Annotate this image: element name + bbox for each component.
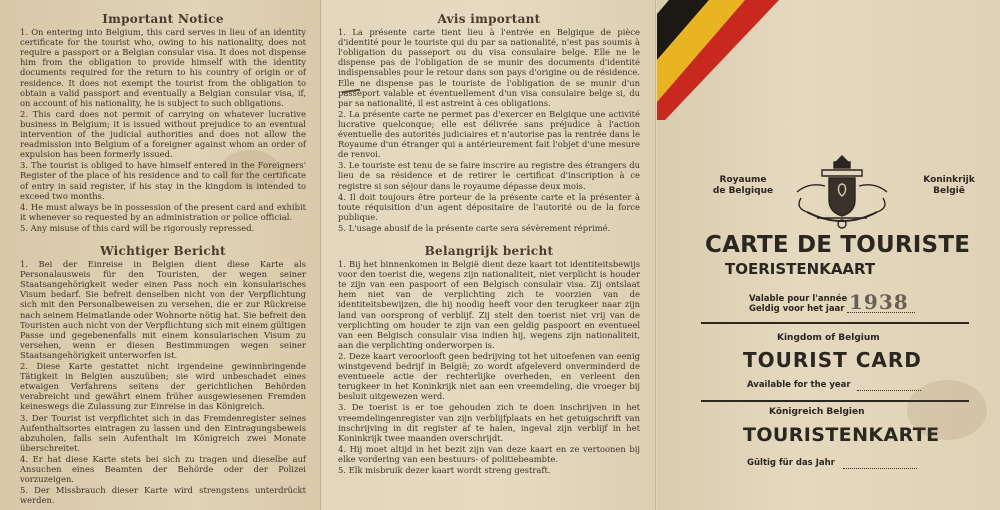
notice-fr (338, 14, 640, 234)
notice-nl (338, 246, 640, 476)
title-carte-de-touriste: CARTE DE TOURISTE (705, 232, 971, 258)
cover-panel (657, 0, 1000, 510)
notice-de (20, 246, 306, 506)
panel-fr-nl (322, 0, 657, 510)
valid-year-label-nl: Geldig voor het jaar (749, 304, 845, 314)
notice-de-para-2: 2. Diese Karte gestattet nicht irgendeine gewinnbringende Tätigkeit in Belgien auszuüben; sie wird unbeschadet eines etwaigen Verfahrens seitens der gerichtlichen Behörden verabreicht und gewährt einem früher ausgewiesenen Fremden keineswegs die Zulassung zur Einreise in das Königreich. (20, 361, 306, 412)
notice-fr-para-3: 3. Le touriste est tenu de se faire inscrire au registre des étrangers du lieu de sa résidence et de retirer le certificat d'inscription à ce registre si son séjour dans le royaume dépasse deux mois. (338, 160, 640, 191)
notice-nl-heading: Belangrijk bericht (424, 244, 554, 258)
notice-fr-para-1: 1. La présente carte tient lieu à l'entrée en Belgique de pièce d'identité pour le touriste qui du par sa nationalité, n'est pas soumis à l'obligation du passeport ou du visa consulaire belge. Elle ne le dispense pas de l'obligation de se munir des documents d'identité indispensables pour le retour dans son pays d'origine ou de résidence. Elle ne dispense pas le touriste de l'obligation de se munir d'un passeport valable et éventuellement d'un visa consulaire belge si, du par sa nationalité, il est astreint à ces obligations. (338, 27, 640, 108)
available-year-label-en: Available for the year (747, 380, 851, 390)
flag-ribbon-icon (657, 0, 787, 120)
royaume-line-1: Royaume (719, 175, 767, 185)
available-dotted-line (857, 390, 921, 391)
notice-de-para-3: 3. Der Tourist ist verpflichtet sich in das Fremdenregister seines Aufenthaltsortes eintragen zu lassen und den Eintragungsbeweis abzuholen, falls sein Aufenthalt im Königreich zwei Monate überschreitet. (20, 412, 306, 453)
notice-fr-para-4: 4. Il doit toujours être porteur de la présente carte et la présenter à toute réquisition d'un agent dépositaire de l'autorité ou de la force publique. (338, 191, 640, 222)
notice-en-para-1: 1. On entering into Belgium, this card serves in lieu of an identity certificate for the tourist who, owing to his nationality, does not require a passport or a Belgian consular visa. It does not dispense him from the obligation to provide himself with the identity documents required for the return to his country of origin or of residence. It does not exempt the tourist from the obligation to obtain a valid passport and eventually a Belgian consular visa, if, on account of his nationality, he is subject to such obligations. (20, 27, 306, 108)
notice-fr-para-2: 2. La présente carte ne permet pas d'exercer en Belgique une activité lucrative quelconque; elle est délivrée sans préjudice à l'action éventuelle des autorités judiciaires et n'autorise pas la rentrée dans le Royaume d'un étranger qui a antérieurement fait l'objet d'une mesure de renvoi. (338, 108, 640, 160)
notice-de-para-5: 5. Der Missbrauch dieser Karte wird strengstens unterdrückt werden. (20, 485, 306, 506)
notice-en-para-4: 4. He must always be in possession of the present card and exhibit it whenever so requested by an administration or police official. (20, 201, 306, 222)
konigreich-belgien: Königreich Belgien (769, 407, 865, 417)
notice-en (20, 14, 306, 234)
kingdom-of-belgium: Kingdom of Belgium (777, 333, 880, 343)
notice-en-para-5: 5. Any misuse of this card will be rigorously repressed. (20, 222, 255, 233)
valid-year-label-fr: Valable pour l'année (749, 294, 848, 304)
notice-fr-para-5: 5. L'usage abusif de la présente carte sera sévèrement réprimé. (338, 222, 611, 233)
notice-en-heading: Important Notice (102, 12, 224, 26)
panel-en-de (0, 0, 322, 510)
notice-de-para-4: 4. Er hat diese Karte stets bei sich zu tragen und dieselbe auf Ansuchen eines Beamten der Behörde oder der Polizei vorzuzeigen. (20, 453, 306, 485)
koninkrijk-belgie (909, 175, 989, 197)
koninkrijk-line-1: Koninkrijk (923, 175, 975, 185)
notice-de-para-1: 1. Bei der Einreise in Belgien dient diese Karte als Personalausweis für den Touristen, der wegen seiner Staatsangehörigkeit weder einen Pass noch ein konsularisches Visum bedarf. Sie befreit denselben nicht von der Verpflichtung sich mit den Personalbeweisen zu versehen, die er zur Rückreise nach seinem Heimatlande oder Wohnorte nötig hat. Sie befreit den Touristen auch nicht von der Verpflichtung sich mit einem gültigen Passe und gegebenenfalls mit einem konsularischen Visum zu versehen, wenn er diesen Bestimmungen wegen seiner Staatsangehörigkeit unterworfen ist. (20, 259, 306, 360)
belgian-coat-of-arms-icon (787, 152, 897, 232)
notice-fr-heading: Avis important (437, 12, 541, 26)
notice-en-para-2: 2. This card does not permit of carrying on whatever lucrative business in Belgium; it is issued without prejudice to an eventual intervention of the judicial authorities and does not allow the readmission into Belgium of a foreigner against whom an order of expulsion has been formerly issued. (20, 108, 306, 160)
title-toeristenkaart: TOERISTENKAART (725, 260, 876, 278)
notice-nl-para-3: 3. De toerist is er toe gehouden zich te doen inschrijven in het vreemdelingenregister van zijn verblijfplaats en het getuigschrift van inschrijving in dit register af te halen, ingeval zijn verblijf in het Koninkrijk twee maanden overschrijdt. (338, 402, 640, 443)
valid-year-label-de: Gültig für das Jahr (747, 458, 835, 468)
notice-nl-para-1: 1. Bij het binnenkomen in België dient deze kaart tot identiteitsbewijs voor den toerist die, wegens zijn nationaliteit, niet verplicht is houder te zijn van een paspoort of een Belgisch consulair visa. Zij ontslaat hem niet van de verplichting zich te voorzien van de identiteitsbewijzen, die hij noodig heeft voor den terugkeer naar zijn land van oorsprong of verblijf. Zij stelt den toerist niet vrij van de verplichting om houder te zijn van een geldig paspoort en eventueel van een Belgisch consulair visa indien hij, wegens zijn nationaliteit, aan die verplichting onderworpen is. (338, 259, 640, 350)
notice-nl-para-5: 5. Elk misbruik dezer kaart wordt streng gestraft. (338, 464, 551, 475)
year-dotted-line (847, 312, 915, 313)
belgian-flag-ribbon (657, 0, 787, 120)
notice-de-heading: Wichtiger Bericht (100, 244, 226, 258)
notice-nl-para-2: 2. Deze kaart veroorlooft geen bedrijving tot het uitoefenen van eenig winstgevend bedrijf in België; zo wordt afgeleverd onverminderd de eventueele actie der rechterlijke overheden, en verleent den terugkeer in het Koninkrijk niet aan een vreemdeling, die vroeger bij besluit uitgewezen werd. (338, 350, 640, 402)
notice-en-para-3: 3. The tourist is obliged to have himself entered in the Foreigners' Register of the place of his residence and to call for the certificate of entry in said register, if his stay in the kingdom is intended to exceed two months. (20, 160, 306, 201)
year-stamp: 1938 (849, 290, 909, 314)
valid-de-dotted-line (843, 468, 917, 469)
divider-rule-1 (701, 322, 969, 324)
royaume-line-2: de Belgique (712, 186, 774, 196)
royaume-de-belgique (703, 175, 783, 197)
cover-stain (907, 380, 987, 440)
koninkrijk-line-2: België (933, 186, 965, 196)
paper-stain (220, 150, 280, 190)
notice-nl-para-4: 4. Hij moet altijd in het bezit zijn van deze kaart en ze vertoonen bij elke vordering van een bestuurs- of politiebeambte. (338, 443, 640, 464)
title-tourist-card: TOURIST CARD (743, 348, 922, 372)
title-touristenkarte: TOURISTENKARTE (743, 424, 940, 446)
